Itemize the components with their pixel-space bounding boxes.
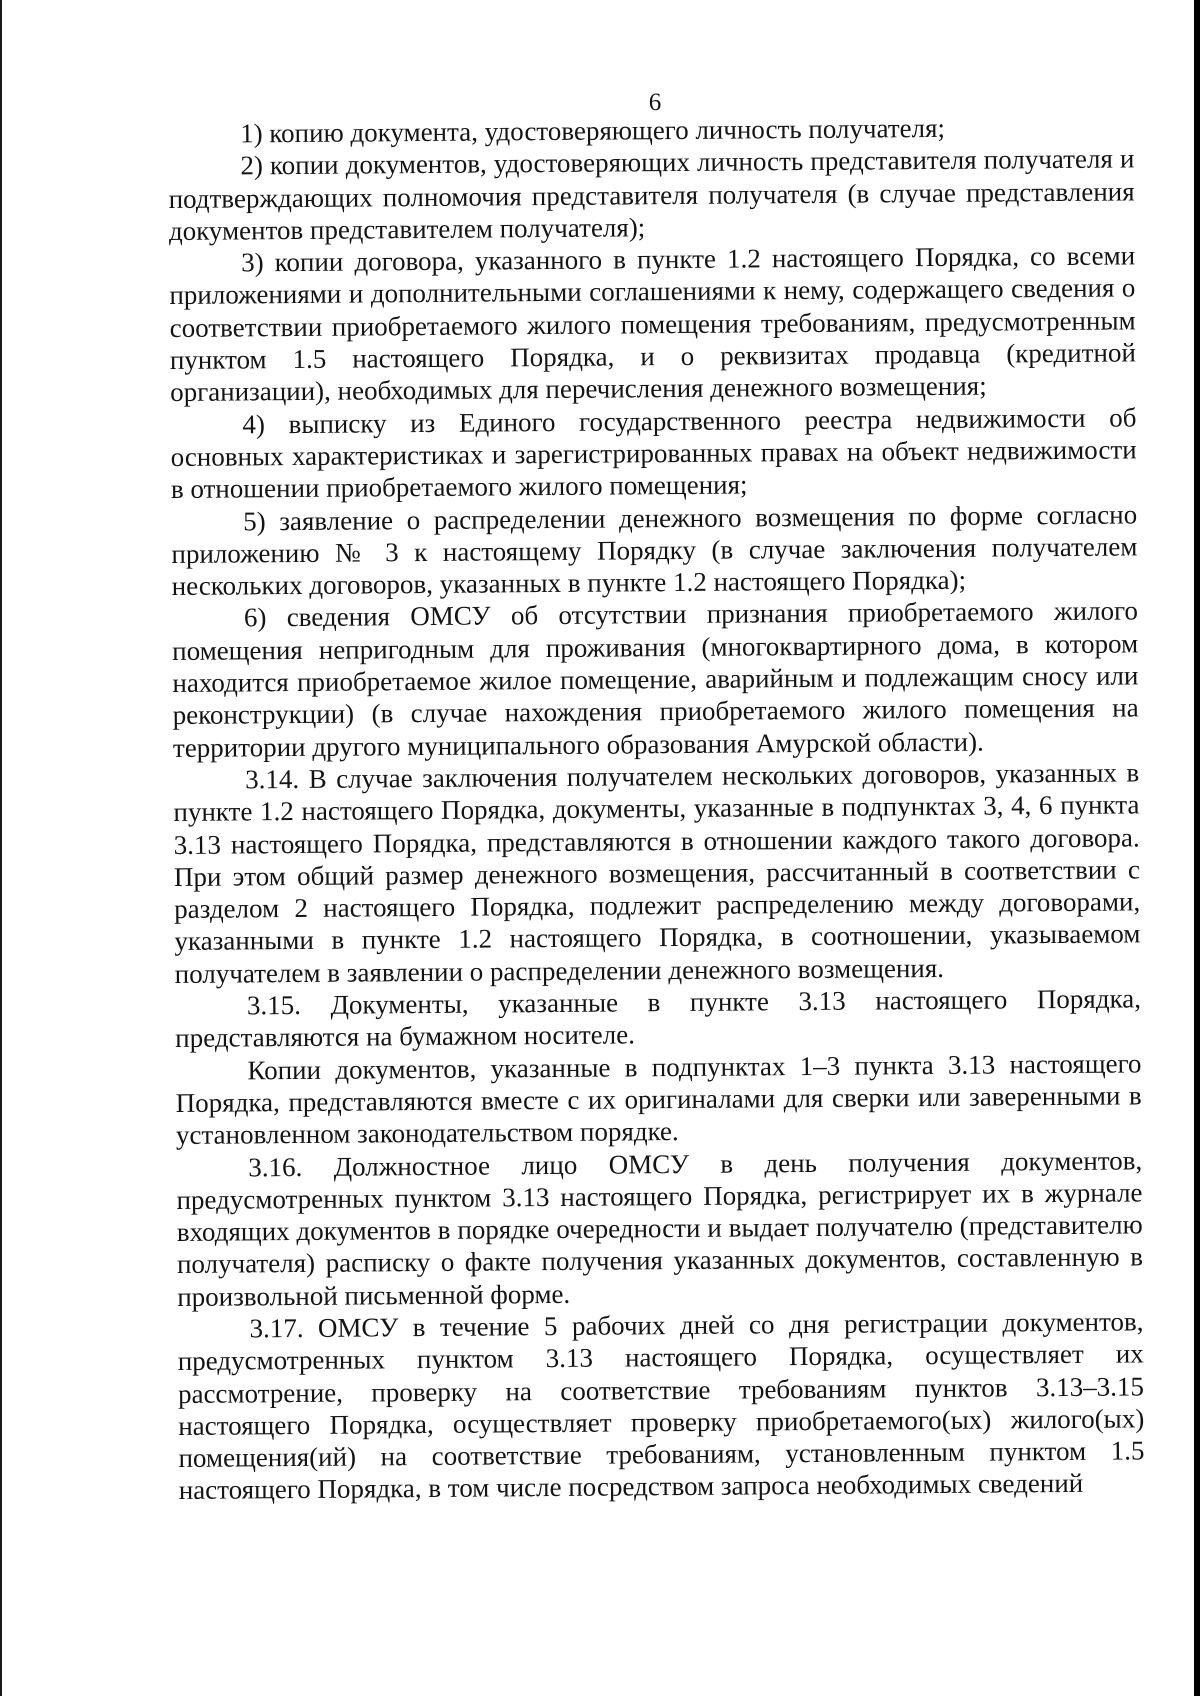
paragraph-3-15: 3.15. Документы, указанные в пункте 3.13 настоящего Порядка, представляются на бумажном носителе. <box>175 983 1142 1054</box>
scan-edge-left <box>0 0 2 1696</box>
paragraph-3-16: 3.16. Должностное лицо ОМСУ в день получения документов, предусмотренных пунктом 3.13 настоящего Порядка, регистрирует их в журнале входящих документов в порядке очередности и выдает получателю (представителю получателя) расписку о факте получения указанных документов, составленную в произвольной письменной форме. <box>176 1144 1144 1312</box>
page-number: 6 <box>648 89 662 116</box>
paragraph-item-5: 5) заявление о распределении денежного возмещения по форме согласно приложению № 3 к настоящему Порядку (в случае заключения получателем нескольких договоров, указанных в пункте 1.2 настоящего Порядка); <box>171 498 1138 602</box>
paragraph-item-3: 3) копии договора, указанного в пункте 1.2 настоящего Порядка, со всеми приложениями и дополнительными соглашениями к нему, содержащего сведения о соответствии приобретаемого жилого помещения требованиям, предусмотренным пунктом 1.5 настоящего Порядка, и о реквизитах продавца (кредитной организации), необходимых для перечисления денежного возмещения; <box>169 240 1136 408</box>
paragraph-item-2: 2) копии документов, удостоверяющих личность представителя получателя и подтверждающих полномочия представителя получателя (в случае представления документов представителем получателя); <box>168 143 1135 246</box>
paragraph-item-6: 6) сведения ОМСУ об отсутствии признания приобретаемого жилого помещения непригодным для проживания (многоквартирного дома, в котором находится приобретаемое жилое помещение, аварийным и подлежащим сносу или реконструкции) (в случае нахождения приобретаемого жилого помещения на территории другого муниципального образования Амурской области). <box>172 595 1139 763</box>
scan-edge-right <box>1194 0 1200 1696</box>
paragraph-3-14: 3.14. В случае заключения получателем нескольких договоров, указанных в пункте 1.2 настоящего Порядка, документы, указанные в подпунктах 3, 4, 6 пункта 3.13 настоящего Порядка, представляются в отношении каждого такого договора. При этом общий размер денежного возмещения, рассчитанный в соответствии с разделом 2 настоящего Порядка, подлежит распределению между договорами, указанными в пункте 1.2 настоящего Порядка, в соотношении, указываемом получателем в заявлении о распределении денежного возмещения. <box>173 757 1141 989</box>
document-body <box>168 110 1145 1506</box>
paragraph-copies-note: Копии документов, указанные в подпунктах 1–3 пункта 3.13 настоящего Порядка, представляются вместе с их оригиналами для сверки или заверенными в установленном законодательством порядке. <box>175 1047 1142 1151</box>
paragraph-item-4: 4) выписку из Единого государственного реестра недвижимости об основных характеристиках и зарегистрированных правах на объект недвижимости в отношении приобретаемого жилого помещения; <box>170 402 1137 505</box>
paragraph-item-1: 1) копию документа, удостоверяющего личность получателя; <box>240 112 946 149</box>
paragraph-3-17: 3.17. ОМСУ в течение 5 рабочих дней со дня регистрации документов, предусмотренных пунктом 3.13 настоящего Порядка, осуществляет их рассмотрение, проверку на соответствие требованиям пунктов 3.13–3.15 настоящего Порядка, осуществляет проверку приобретаемого(ых) жилого(ых) помещения(ий) на соответствие требованиям, установленным пунктом 1.5 настоящего Порядка, в том числе посредством запроса необходимых сведений <box>177 1306 1145 1506</box>
